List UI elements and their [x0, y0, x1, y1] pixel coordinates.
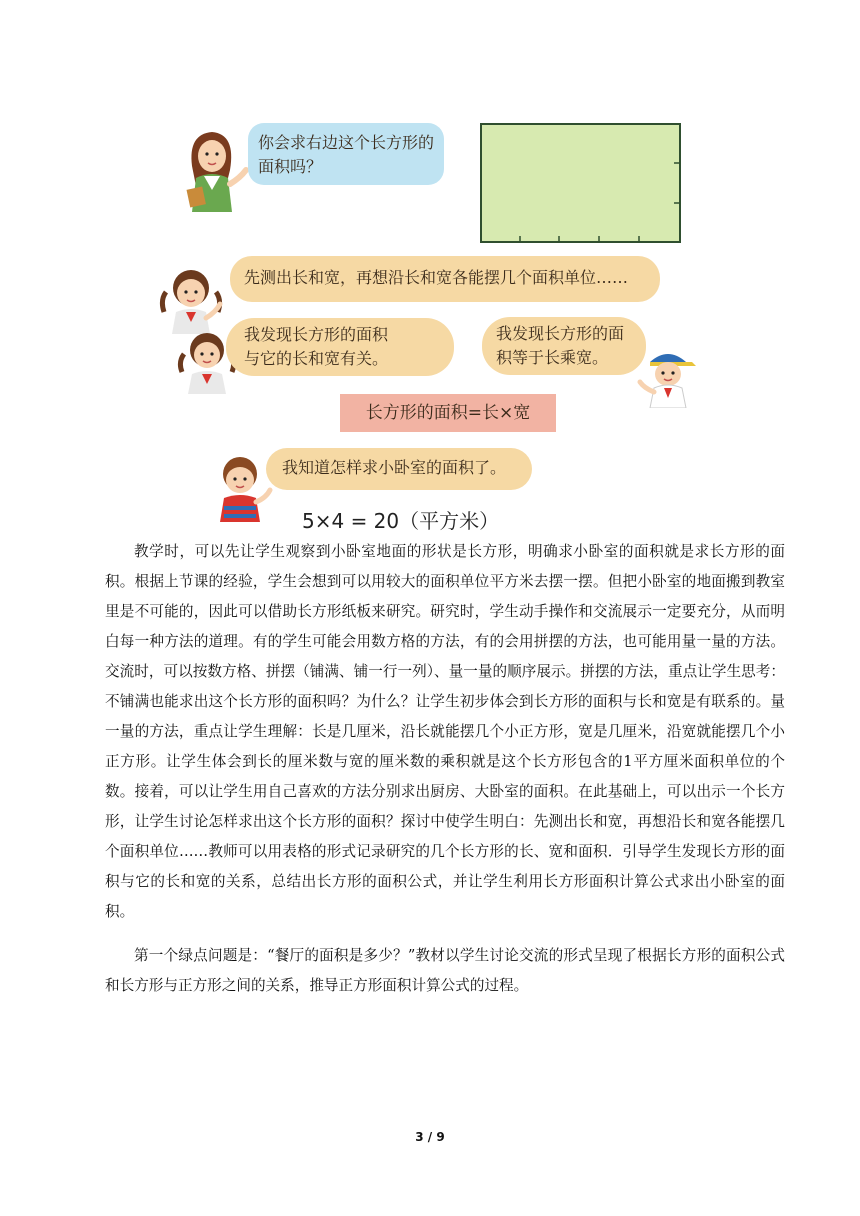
- girl1-speech-text: 先测出长和宽，再想沿长和宽各能摆几个面积单位……: [244, 268, 629, 287]
- paragraph-2-text: 第一个绿点问题是：“餐厅的面积是多少？”教材以学生讨论交流的形式呈现了根据长方形的面积公式和长方形与正方形之间的关系，推导正方形面积计算公式的过程。: [105, 947, 785, 994]
- boy1-speech-bubble: [482, 317, 646, 375]
- boy-figure-2: [210, 452, 274, 522]
- area-formula-box: [340, 394, 556, 432]
- area-calculation: [302, 505, 499, 534]
- teacher-speech-text: 你会求右边这个长方形的面积吗？: [258, 133, 435, 176]
- boy2-speech-bubble: [266, 448, 532, 490]
- green-rectangle: [478, 121, 684, 245]
- girl2-speech-text: 我发现长方形的面积与它的长和宽有关。: [244, 325, 389, 368]
- paragraph-1-text: 教学时，可以先让学生观察到小卧室地面的形状是长方形，明确求小卧室的面积就是求长方形的面积。根据上节课的经验，学生会想到可以用较大的面积单位平方米去摆一摆。但把小卧室的地面搬到教室里是不可能的，因此可以借助长方形纸板来研究。研究时，学生动手操作和交流展示一定要充分，从而明白每一种方法的道理。有的学生可能会用数方格的方法，有的会用拼摆的方法，也可能用量一量的方法。交流时，可以按数方格、拼摆（铺满、铺一行一列）、量一量的顺序展示。拼摆的方法，重点让学生思考：不铺满也能求出这个长方形的面积吗？为什么？让学生初步体会到长方形的面积与长和宽是有联系的。量一量的方法，重点让学生理解：长是几厘米，沿长就能摆几个小正方形，宽是几厘米，沿宽就能摆几个小正方形。让学生体会到长的厘米数与宽的厘米数的乘积就是这个长方形包含的1平方厘米面积单位的个数。接着，可以让学生用自己喜欢的方法分别求出厨房、大卧室的面积。在此基础上，可以出示一个长方形，让学生讨论怎样求出这个长方形的面积？探讨中使学生明白：先测出长和宽，再想沿长和宽各能摆几个面积单位……教师可以用表格的形式记录研究的几个长方形的长、宽和面积．引导学生发现长方形的面积与它的长和宽的关系，总结出长方形的面积公式，并让学生利用长方形面积计算公式求出小卧室的面积。: [105, 543, 785, 920]
- area-calculation-text: 5×4 = 20（平方米）: [302, 509, 500, 533]
- page-number-text: 3 / 9: [415, 1130, 445, 1144]
- girl-figure-1: [158, 262, 224, 334]
- area-formula-text: 长方形的面积=长×宽: [365, 403, 531, 423]
- teacher-figure: [178, 126, 250, 212]
- boy2-speech-text: 我知道怎样求小卧室的面积了。: [282, 458, 507, 477]
- teacher-speech-bubble: [248, 123, 444, 185]
- boy-figure-cap: [636, 344, 700, 408]
- paragraph-teaching-method: [105, 537, 785, 927]
- girl1-speech-bubble: [230, 256, 660, 302]
- paragraph-green-dot-question: [105, 941, 785, 1001]
- page-number: [0, 1130, 860, 1144]
- boy1-speech-text: 我发现长方形的面积等于长乘宽。: [496, 324, 625, 367]
- girl2-speech-bubble: [226, 318, 454, 376]
